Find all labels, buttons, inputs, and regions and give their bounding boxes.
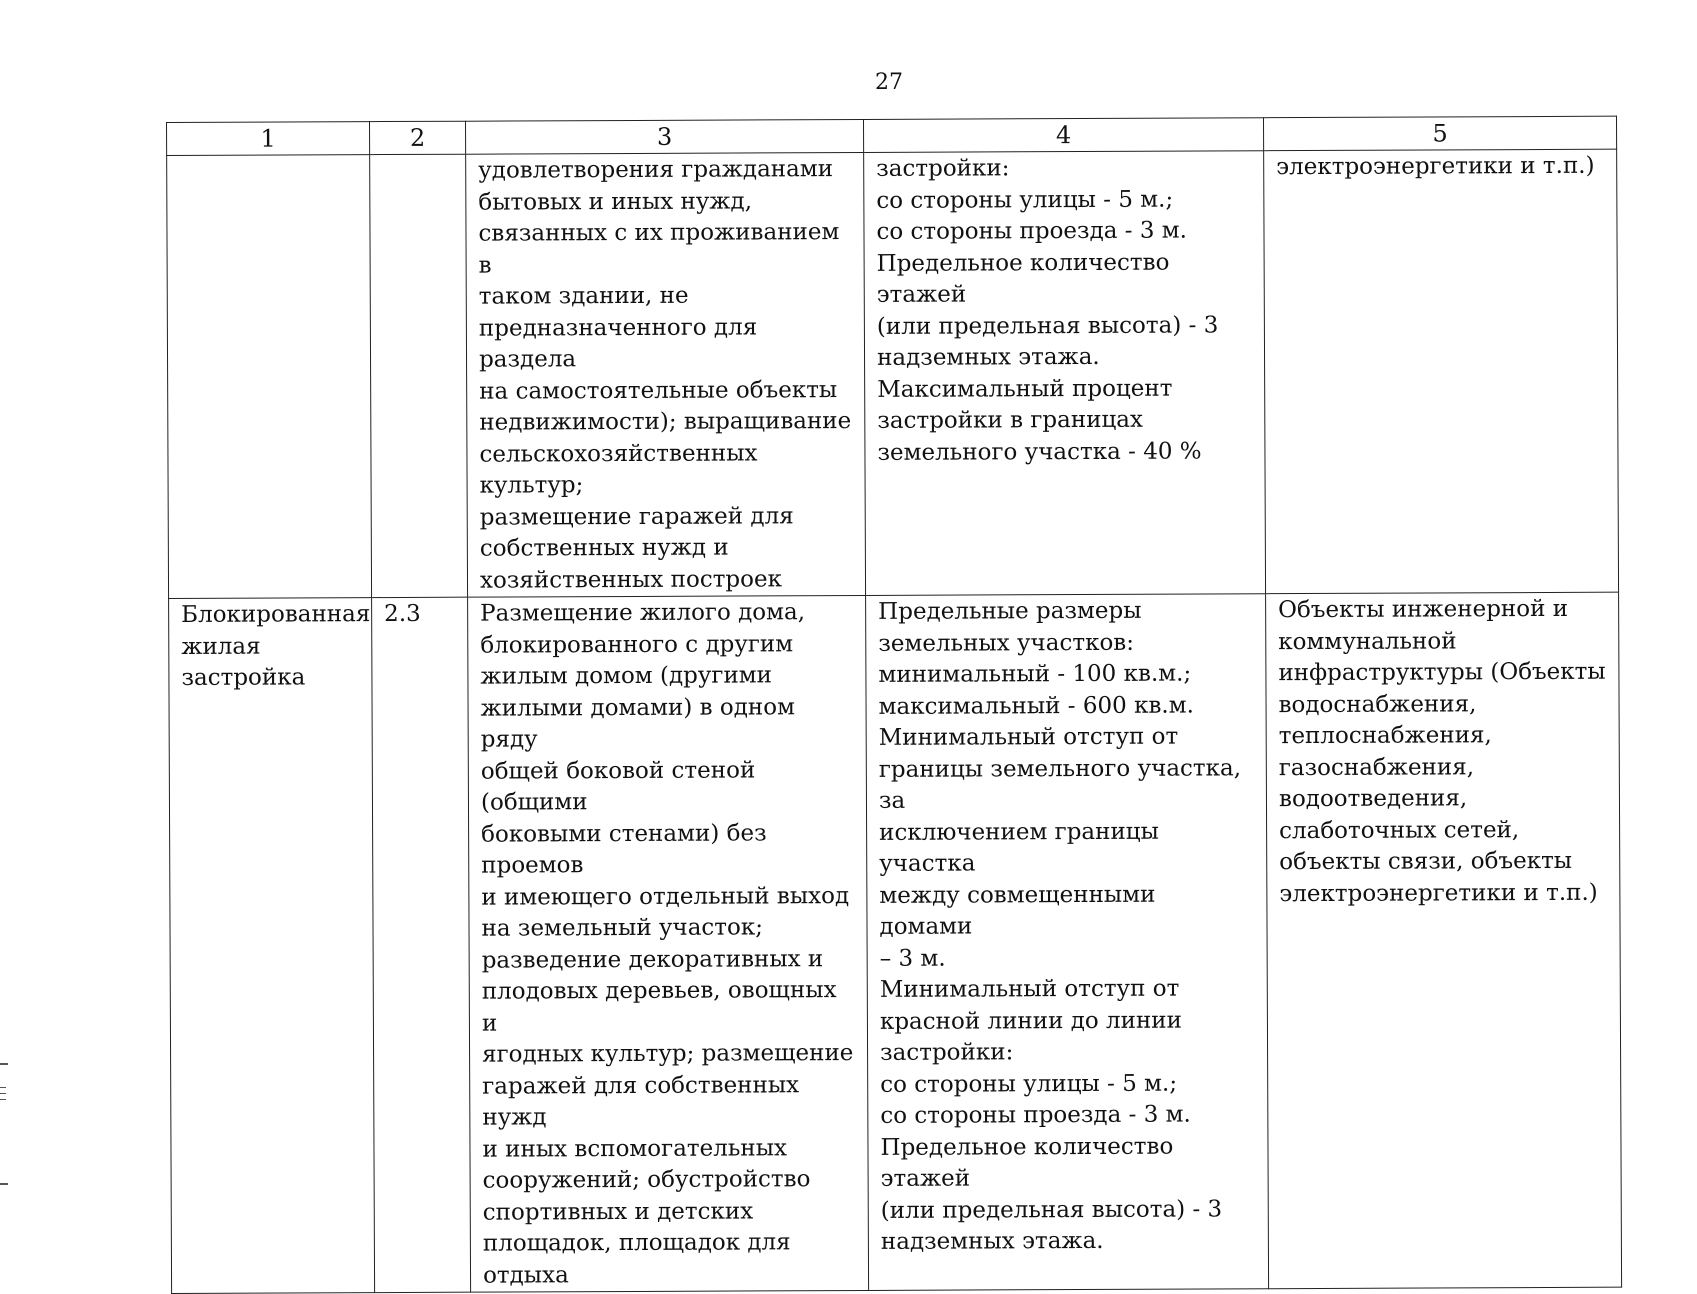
use-name-cell <box>167 155 372 599</box>
infrastructure-text: электроэнергетики и т.п.) <box>1276 151 1604 184</box>
scan-margin-mark <box>0 1063 8 1065</box>
use-name-cell <box>169 598 375 1294</box>
scan-margin-mark <box>0 1087 6 1088</box>
infrastructure-cell <box>1266 592 1622 1289</box>
scan-margin-mark <box>0 1099 6 1100</box>
parameters-text: Предельные размеры земельных участков: минимальный - 100 кв.м.; максимальный - 600 кв.м. Минимальный отступ от границы земельного участка, за исключением границы участка между совмещенными домами – 3 м. Минимальный отступ от красной линии до линии застройки: со стороны улицы - 5 м.; со стороны проезда - 3 м. Предельное количество этажей (или предельная высота) - 3 надземных этажа. <box>878 595 1256 1258</box>
table-row <box>169 592 1622 1293</box>
use-code-cell <box>372 597 471 1292</box>
table-row <box>167 149 1619 598</box>
scan-margin-mark <box>0 1183 8 1185</box>
parameters-cell <box>864 151 1266 596</box>
land-use-table <box>166 116 1622 1294</box>
description-text: Размещение жилого дома, блокированного с другим жилым домом (другими жилыми домами) в одном ряду общей боковой стеной (общими боковыми стенами) без проемов и имеющего отдельный выход на земельный участок; разведение декоративных и плодовых деревьев, овощных и ягодных культур; размещение гаражей для собственных нужд и иных вспомогательных сооружений; обустройство спортивных и детских площадок, площадок для отдыха <box>480 597 856 1292</box>
parameters-text: застройки: со стороны улицы - 5 м.; со стороны проезда - 3 м. Предельное количество этажей (или предельная высота) - 3 надземных этажа. Максимальный процент застройки в границах земельного участка - 40 % <box>876 152 1252 469</box>
parameters-cell <box>866 594 1269 1291</box>
column-header: 3 <box>465 119 863 154</box>
page-number: 27 <box>0 70 1697 95</box>
infrastructure-text: Объекты инженерной и коммунальной инфраструктуры (Объекты водоснабжения, теплоснабжения, газоснабжения, водоотведения, слаботочных сетей, объекты связи, объекты электроэнергетики и т.п.) <box>1278 594 1607 910</box>
column-header: 4 <box>863 118 1263 153</box>
column-header: 1 <box>167 122 370 156</box>
use-name-text <box>179 156 357 157</box>
scan-margin-mark <box>0 1093 6 1094</box>
description-cell <box>466 152 866 597</box>
column-header: 2 <box>370 121 466 154</box>
use-code-cell <box>370 154 468 597</box>
description-text: удовлетворения гражданами бытовых и иных нужд, связанных с их проживанием в таком здании, не предназначенного для раздела на самостоятельные объекты недвижимости); выращивание сельскохозяйственных культур; размещение гаражей для собственных нужд и хозяйственных построек <box>478 154 853 597</box>
use-name-text: Блокированная жилая застройка <box>181 599 359 694</box>
infrastructure-cell <box>1264 149 1619 594</box>
column-header: 5 <box>1263 116 1616 151</box>
use-code-text: 2.3 <box>384 599 455 631</box>
description-cell <box>468 595 869 1292</box>
